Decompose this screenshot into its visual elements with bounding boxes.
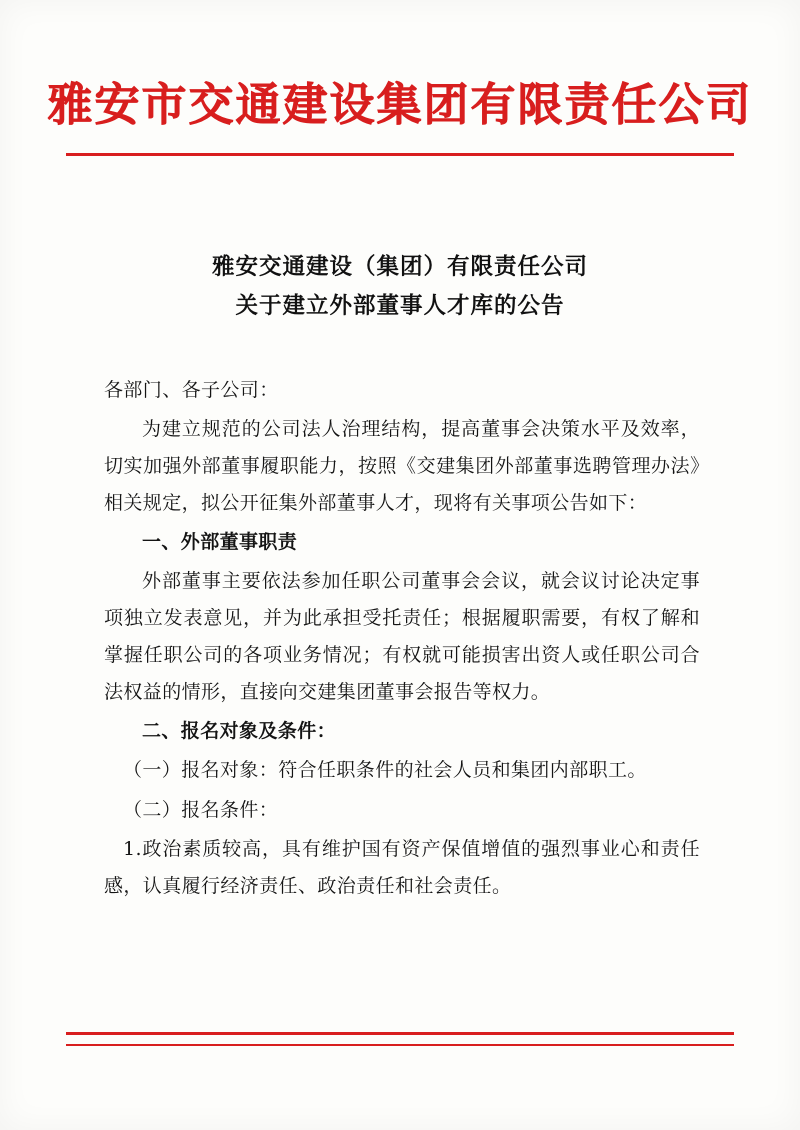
body-paragraph-2: 外部董事主要依法参加任职公司董事会会议，就会议讨论决定事项独立发表意见，并为此承担受托责任；根据履职需要，有权了解和掌握任职公司的各项业务情况；有权就可能损害出资人或任职公司合法权益的情形，直接向交建集团董事会报告等权力。: [104, 570, 700, 704]
footer-divider-group: [66, 1032, 734, 1046]
footer-divider-thick: [66, 1032, 734, 1035]
section-heading-1: 一、外部董事职责: [142, 531, 298, 554]
salutation: 各部门、各子公司：: [104, 379, 279, 401]
page-title-line-2: 关于建立外部董事人才库的公告: [235, 292, 565, 319]
section-heading-2: 二、报名对象及条件：: [142, 720, 337, 743]
letterhead-divider: [66, 153, 734, 156]
footer-divider-thin: [66, 1044, 734, 1046]
document-body: [104, 372, 700, 907]
page-title: [0, 248, 800, 325]
body-paragraph-3: （一）报名对象：符合任职条件的社会人员和集团内部职工。: [123, 759, 647, 782]
body-paragraph-5: 1.政治素质较高，具有维护国有资产保值增值的强烈事业心和责任感，认真履行经济责任、政治责任和社会责任。: [104, 837, 700, 897]
page-title-line-1: 雅安交通建设（集团）有限责任公司: [211, 254, 588, 280]
letterhead-company-name: 雅安市交通建设集团有限责任公司: [47, 78, 753, 131]
body-paragraph-1: 为建立规范的公司法人治理结构，提高董事会决策水平及效率，切实加强外部董事履职能力，按照《交建集团外部董事选聘管理办法》相关规定，拟公开征集外部董事人才，现将有关事项公告如下：: [104, 418, 700, 515]
letterhead: [0, 78, 800, 156]
body-paragraph-4: （二）报名条件：: [123, 798, 279, 821]
